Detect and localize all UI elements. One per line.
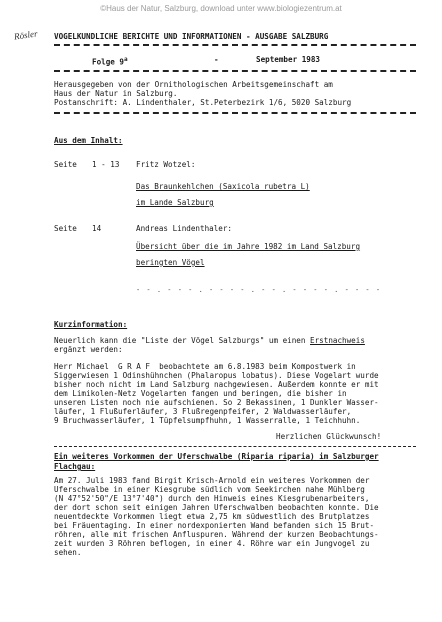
uferschwalbe-body-line-7: röhren, alle mit frischen Anfluspuren. Während der kurzen Beobachtungs- [54,530,379,539]
contents-heading: Aus dem Inhalt: [54,136,123,145]
uferschwalbe-body-line-1: Am 27. Juli 1983 fand Birgit Krisch-Arnold ein weiteres Vorkommen der [54,476,370,485]
newsletter-title: VOGELKUNDLICHE BERICHTE UND INFORMATIONEN - AUSGABE SALZBURG [54,32,329,41]
kurzinfo-body-line-6: läufer, 1 Flußuferläufer, 3 Flußregenpfeifer, 2 Waldwasserläufer, [54,407,352,416]
kurzinfo-body-line-1: Herr Michael G R A F beobachtete am 6.8.1983 beim Kompostwerk in [54,362,356,371]
publisher-line-1: Herausgegeben von der Ornithologischen Arbeitsgemeinschaft am [54,80,333,89]
divider-3 [54,112,416,114]
entry-2-page-label: Seite [54,224,77,233]
entry-1-title-line-2: im Lande Salzburg [136,198,214,207]
issue-folge-sup: a [124,56,128,63]
entry-2-author: Andreas Lindenthaler: [136,224,233,233]
kurzinfo-intro-text: Neuerlich kann die "Liste der Vögel Salzburgs" um einen [54,336,311,345]
uferschwalbe-heading-line-1: Ein weiteres Vorkommen der Uferschwalbe (Riparia riparia) im Salzburger [54,452,379,461]
divider-1 [54,44,416,46]
uferschwalbe-body-line-2: Uferschwalbe in einer Kiesgrube südlich vom Seekirchen nahe Mühlberg [54,485,365,494]
watermark: ©Haus der Natur, Salzburg, download unter www.biologiezentrum.at [100,4,342,13]
uferschwalbe-body-line-5: neuentdeckte Vorkommen liegt etwa 2,75 km südwestlich des Brutplatzes [54,512,370,521]
kurzinfo-body-line-5: unseren Listen noch nie aufschienen. So 2 Bekassinen, 1 Dunkler Wasser- [54,398,379,407]
issue-dash: - [214,55,219,64]
dotted-separator: - - . - - - . - - - - . - - . - - - - . - - - - [136,286,382,294]
divider-2 [54,70,416,72]
divider-4 [54,446,416,447]
entry-2-title-line-1: Übersicht über die im Jahre 1982 im Land Salzburg [136,242,361,251]
publisher-line-2: Haus der Natur in Salzburg. [54,89,178,98]
kurzinfo-body-line-2: Siggerwiesen 1 Odinshühnchen (Phalaropus lobatus). Diese Vogelart wurde [54,371,379,380]
kurzinfo-body-line-7: 9 Bruchwasserläufer, 1 Tüpfelsumpfhuhn, 1 Wasserralle, 1 Teichhuhn. [54,416,361,425]
kurzinfo-body-line-4: dem Limikolen-Netz Vogelarten fangen und beringen, die bisher in [54,389,347,398]
uferschwalbe-body-line-9: sehen. [54,548,82,557]
entry-1-title-line-1: Das Braunkehlchen (Saxicola rubetra L) [136,182,310,191]
kurzinfo-intro-line-2: ergänzt werden: [54,345,123,354]
entry-2-page: 14 [92,224,102,233]
entry-1-author: Fritz Wotzel: [136,160,196,169]
kurzinfo-erstnachweis: Erstnachweis [310,336,365,345]
uferschwalbe-heading-line-2: Flachgau: [54,462,96,471]
entry-1-page-label: Seite [54,160,77,169]
issue-date: September 1983 [256,55,321,64]
issue-folge: Folge 9 [92,57,125,67]
kurzinfo-intro-line-1 [54,336,365,345]
entry-2-title-line-2: beringten Vögel [136,258,205,267]
kurzinfo-closing: Herzlichen Glückwunsch! [276,432,382,441]
kurzinfo-heading: Kurzinformation: [54,320,128,329]
issue-number [92,55,128,67]
uferschwalbe-body-line-8: zeit wurden 3 Röhren beflogen, in einer 4. Röhre war ein Jungvogel zu [54,539,370,548]
uferschwalbe-body-line-6: bei Fräuentaging. In einer nordexponierten Wand befanden sich 15 Brut- [54,521,375,530]
entry-1-page: 1 - 13 [92,160,120,169]
uferschwalbe-body-line-3: (N 47°52'50"/E 13°7'40") durch den Hinweis eines Kiesgrubenarbeiters, [54,494,370,503]
uferschwalbe-body-line-4: der dort schon seit einigen Jahren Uferschwalben beobachten konnte. Die [54,503,379,512]
handwritten-signature: Rösler [13,28,39,42]
publisher-address: Postanschrift: A. Lindenthaler, St.Peterbezirk 1/6, 5020 Salzburg [54,98,352,107]
kurzinfo-body-line-3: bisher noch nicht im Land Salzburg nachgewiesen. Außerdem konnte er mit [54,380,379,389]
